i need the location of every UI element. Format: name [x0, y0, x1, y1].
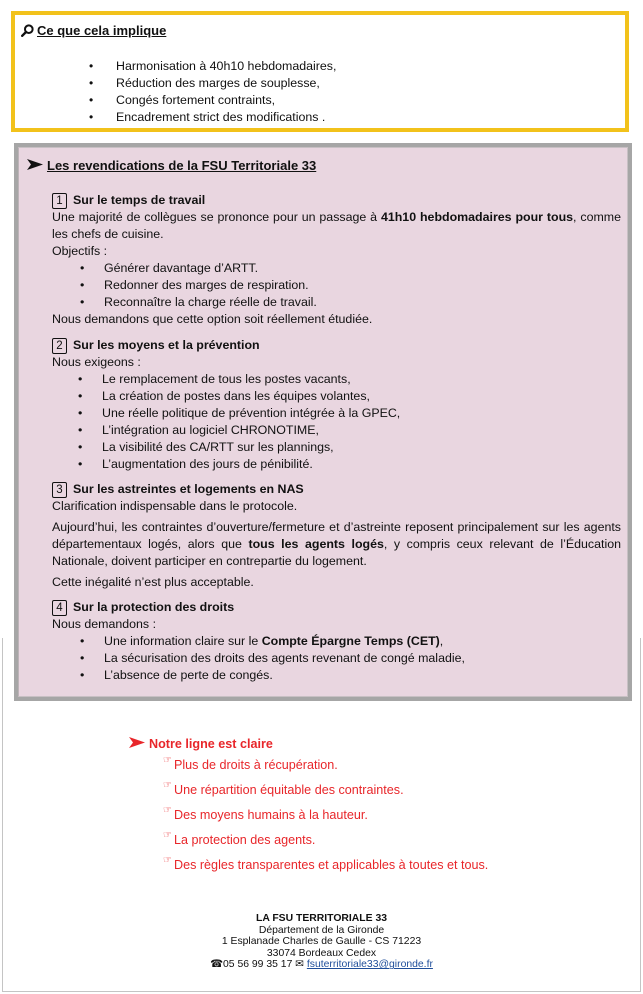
- list-item: • Réduction des marges de souplesse,: [89, 75, 336, 92]
- section-heading: 4 Sur la protection des droits: [52, 599, 621, 616]
- our-line-heading: Notre ligne est claire: [129, 737, 488, 751]
- list-item: • La sécurisation des droits des agents revenant de congé maladie,: [80, 650, 621, 667]
- claims-heading: Les revendications de la FSU Territoriale 33: [27, 158, 316, 173]
- section-heading: 3 Sur les astreintes et logements en NAS: [52, 481, 621, 498]
- section-number: 2: [52, 338, 67, 354]
- claims-box-inner: [18, 147, 628, 697]
- implications-heading: Ce que cela implique: [21, 23, 166, 38]
- list-item: ☞ Des règles transparentes et applicables à toutes et tous.: [163, 855, 489, 872]
- section-intro: Une majorité de collègues se prononce pour un passage à 41h10 hebdomadaires pour tous, comme les chefs de cuisine.: [52, 210, 621, 241]
- section-number: 1: [52, 193, 67, 209]
- list-item: ☞ Des moyens humains à la hauteur.: [163, 805, 368, 822]
- list-item: • L’augmentation des jours de pénibilité.: [78, 456, 621, 473]
- section-paragraph: Aujourd’hui, les contraintes d’ouverture/fermeture et d’astreinte reposent principalement sur les agents départementaux logés, alors que tous les agents logés, y compris ceux relevant de l’Éducation Nationale, doivent participer en contrepartie du logement.: [52, 520, 621, 568]
- department: Département de la Gironde: [258, 924, 385, 936]
- pointing-hand-icon: ☞: [163, 855, 172, 866]
- claims-box: [14, 143, 632, 701]
- phone-number: 05 56 99 35 17: [223, 959, 293, 971]
- list-item: • Une information claire sur le Compte Épargne Temps (CET),: [80, 633, 621, 650]
- demands-list: [52, 371, 621, 473]
- arrow-right-icon: [27, 158, 43, 173]
- objectives-list: [52, 260, 621, 311]
- claim-section-rights-protection: [52, 599, 621, 684]
- list-item: • Encadrement strict des modifications .: [89, 109, 336, 126]
- section-number: 4: [52, 600, 67, 616]
- contact-line: [0, 959, 643, 971]
- list-item: • Congés fortement contraints,: [89, 92, 336, 109]
- list-item: • Le remplacement de tous les postes vacants,: [78, 371, 621, 388]
- claim-section-work-time: [52, 192, 621, 328]
- pointing-hand-icon: ☞: [163, 805, 172, 816]
- list-item: ☞ Plus de droits à récupération.: [163, 755, 338, 772]
- section-intro: Nous exigeons :: [52, 355, 141, 369]
- list-item: • Une réelle politique de prévention intégrée à la GPEC,: [78, 405, 621, 422]
- section-heading: 2 Sur les moyens et la prévention: [52, 337, 621, 354]
- implications-box: [11, 11, 629, 132]
- section-number: 3: [52, 482, 67, 498]
- claim-section-on-call-housing: [52, 481, 621, 591]
- our-line-block: [129, 737, 488, 882]
- magnifier-icon: [21, 24, 34, 37]
- demands-list: [52, 633, 621, 684]
- phone-icon: ☎: [210, 959, 224, 971]
- section-conclusion: Nous demandons que cette option soit réellement étudiée.: [52, 312, 373, 326]
- implications-list: [89, 58, 336, 126]
- organization-name: LA FSU TERRITORIALE 33: [255, 913, 388, 924]
- list-item: • L’absence de perte de congés.: [80, 667, 621, 684]
- pointing-hand-icon: ☞: [163, 830, 172, 841]
- list-item: • La visibilité des CA/RTT sur les plannings,: [78, 439, 621, 456]
- list-item: • Reconnaître la charge réelle de travail.: [80, 294, 621, 311]
- email-link[interactable]: fsuterritoriale33@gironde.fr: [306, 959, 433, 971]
- city: 33074 Bordeaux Cedex: [266, 947, 377, 959]
- list-item: ☞ La protection des agents.: [163, 830, 316, 847]
- list-item: • Harmonisation à 40h10 hebdomadaires,: [89, 58, 336, 75]
- list-item: • La création de postes dans les équipes volantes,: [78, 388, 621, 405]
- list-item: ☞ Une répartition équitable des contraintes.: [163, 780, 404, 797]
- footer-contact: [0, 913, 643, 971]
- pointing-hand-icon: ☞: [163, 755, 172, 766]
- section-conclusion: Cette inégalité n’est plus acceptable.: [52, 575, 254, 589]
- frame-line-bottom: [2, 991, 641, 992]
- envelope-icon: ✉: [295, 959, 304, 971]
- objectives-label: Objectifs :: [52, 244, 108, 258]
- address: 1 Esplanade Charles de Gaulle - CS 71223: [221, 936, 422, 948]
- section-intro: Nous demandons :: [52, 617, 157, 631]
- our-line-list: [129, 757, 488, 874]
- claim-section-means-prevention: [52, 337, 621, 473]
- section-heading: 1 Sur le temps de travail: [52, 192, 621, 209]
- list-item: • L’intégration au logiciel CHRONOTIME,: [78, 422, 621, 439]
- section-intro: Clarification indispensable dans le protocole.: [52, 499, 298, 513]
- arrow-right-icon: [129, 737, 145, 751]
- list-item: • Générer davantage d’ARTT.: [80, 260, 621, 277]
- pointing-hand-icon: ☞: [163, 780, 172, 791]
- list-item: • Redonner des marges de respiration.: [80, 277, 621, 294]
